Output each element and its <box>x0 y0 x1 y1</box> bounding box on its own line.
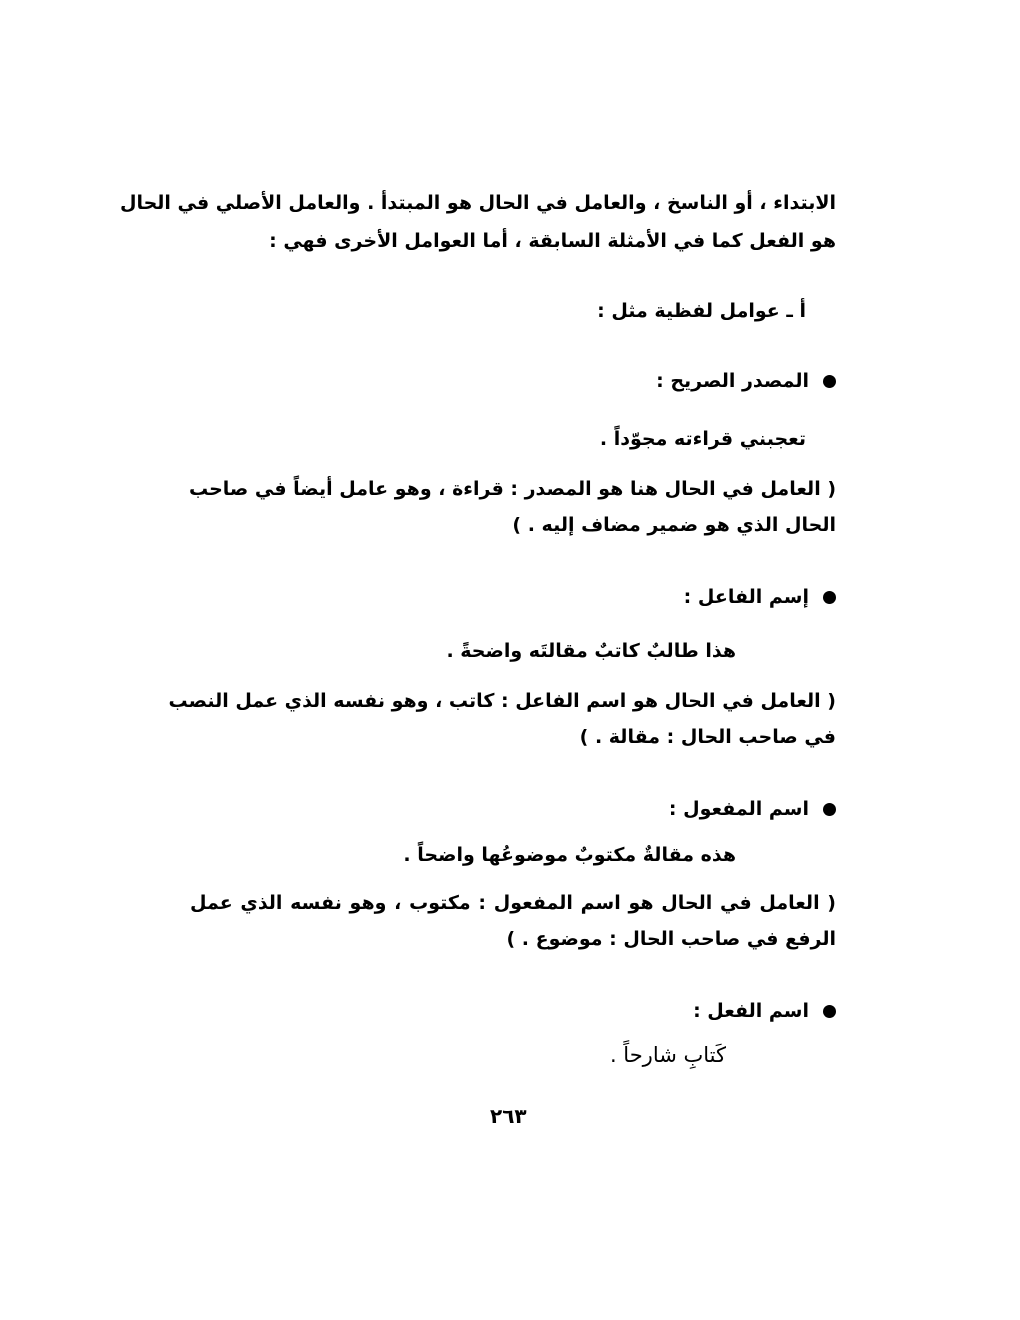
item-note-line-1: ( العامل في الحال هو اسم المفعول : مكتوب ، وهو نفسه الذي عمل <box>190 892 836 914</box>
item-title: اسم الفعل : <box>693 1000 809 1022</box>
item-note-line-1: ( العامل في الحال هنا هو المصدر : قراءة ، وهو عامل أيضاً في صاحب <box>188 478 836 500</box>
item-note-line-2: الحال الذي هو ضمير مضاف إليه . ) <box>512 514 836 536</box>
item-example: هذه مقالةٌ مكتوبٌ موضوعُها واضحاً . <box>403 844 736 866</box>
item-example: كَتابِ شارحاً . <box>609 1043 726 1067</box>
item-maf3ul-heading <box>669 794 836 824</box>
intro-line-2: هو الفعل كما في الأمثلة السابقة ، أما العوامل الأخرى فهي : <box>269 230 836 252</box>
item-title: المصدر الصريح : <box>656 370 809 392</box>
item-ism-fi3l-heading <box>693 996 836 1026</box>
item-note-line-1: ( العامل في الحال هو اسم الفاعل : كاتب ، وهو نفسه الذي عمل النصب <box>168 690 836 712</box>
page-number: ٢٦٣ <box>490 1104 527 1128</box>
item-example: تعجبني قراءته مجوّداً . <box>599 428 806 450</box>
intro-line-1: الابتداء ، أو الناسخ ، والعامل في الحال هو المبتدأ . والعامل الأصلي في الحال <box>119 192 836 214</box>
bullet-icon <box>823 803 836 816</box>
item-title: اسم المفعول : <box>668 798 809 820</box>
section-heading: أ ـ عوامل لفظية مثل : <box>597 300 806 322</box>
item-note-line-2: الرفع في صاحب الحال : موضوع . ) <box>506 928 836 950</box>
item-note-line-2: في صاحب الحال : مقالة . ) <box>579 726 836 748</box>
bullet-icon <box>823 1005 836 1018</box>
bullet-icon <box>823 375 836 388</box>
item-title: إسم الفاعل : <box>683 586 809 608</box>
item-fa3il-heading <box>684 582 836 612</box>
item-example: هذا طالبٌ كاتبٌ مقالتَه واضحةً . <box>446 640 736 662</box>
item-masdar-heading <box>656 366 836 396</box>
bullet-icon <box>823 591 836 604</box>
